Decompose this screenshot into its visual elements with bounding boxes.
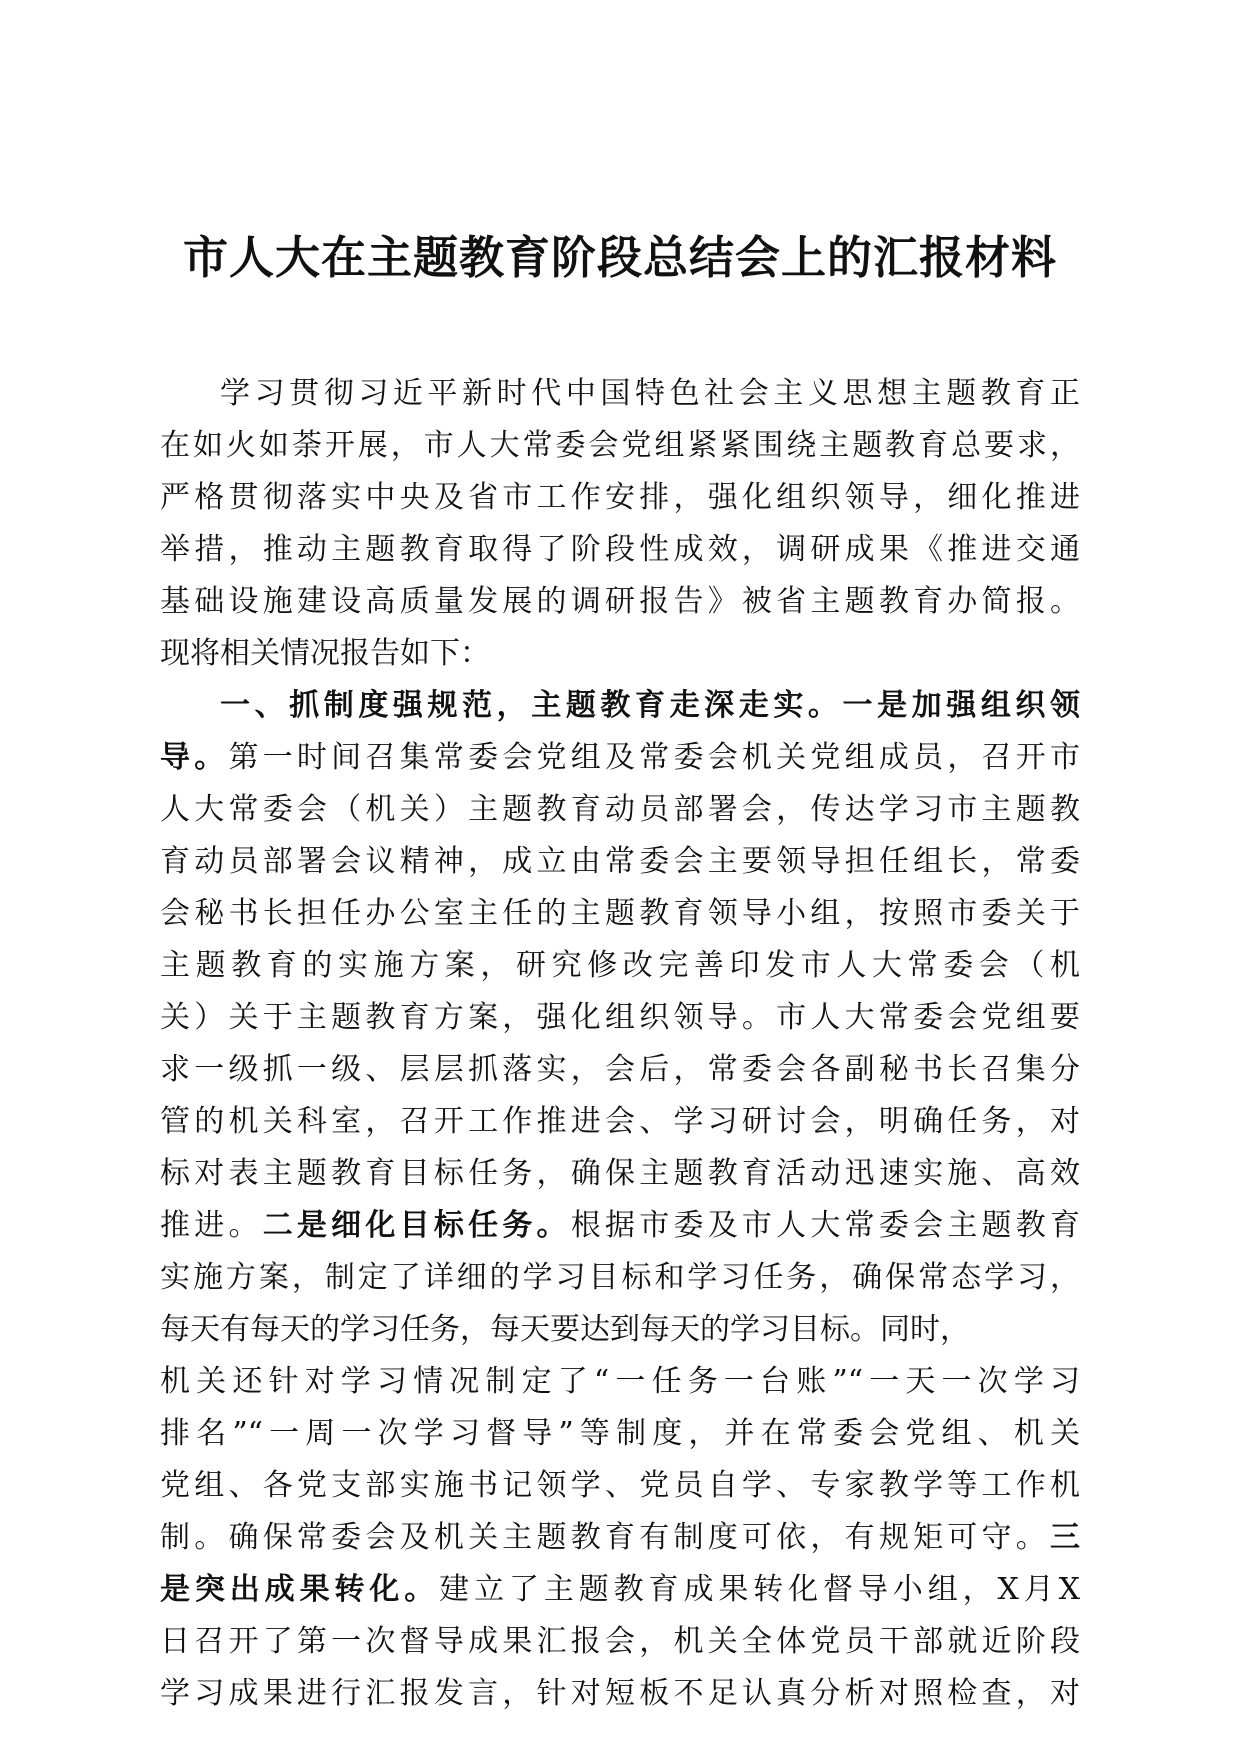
bold-run: 导。 bbox=[160, 740, 229, 775]
body-line: 人大常委会（机关）主题教育动员部署会，传达学习市主题教 bbox=[160, 792, 1080, 827]
body-line: 实施方案，制定了详细的学习目标和学习任务，确保常态学习， bbox=[160, 1260, 1080, 1295]
body-line: 现将相关情况报告如下： bbox=[160, 636, 490, 671]
document-body bbox=[160, 368, 1080, 1720]
body-line: 会秘书长担任办公室主任的主题教育领导小组，按照市委关于 bbox=[160, 896, 1080, 931]
body-line: 主题教育的实施方案，研究修改完善印发市人大常委会（机 bbox=[160, 948, 1080, 983]
body-line: 日召开了第一次督导成果汇报会，机关全体党员干部就近阶段 bbox=[160, 1624, 1080, 1659]
section-heading-line: 一、抓制度强规范，主题教育走深走实。一是加强组织领 bbox=[220, 688, 1080, 723]
body-line: 标对表主题教育目标任务，确保主题教育活动迅速实施、高效 bbox=[160, 1156, 1080, 1191]
body-line: 育动员部署会议精神，成立由常委会主要领导担任组长，常委 bbox=[160, 844, 1080, 879]
body-line: 管的机关科室，召开工作推进会、学习研讨会，明确任务，对 bbox=[160, 1104, 1080, 1139]
body-line: 每天有每天的学习任务，每天要达到每天的学习目标。同时， bbox=[160, 1312, 970, 1347]
body-line: 举措，推动主题教育取得了阶段性成效，调研成果《推进交通 bbox=[160, 532, 1080, 567]
body-line: 基础设施建设高质量发展的调研报告》被省主题教育办简报。 bbox=[160, 584, 1080, 619]
body-line: 学习贯彻习近平新时代中国特色社会主义思想主题教育正 bbox=[220, 376, 1080, 411]
text-run: 根据市委及市人大常委会主题教育 bbox=[570, 1208, 1080, 1243]
body-line: 严格贯彻落实中央及省市工作安排，强化组织领导，细化推进 bbox=[160, 480, 1080, 515]
bold-run: 是突出成果转化。 bbox=[160, 1572, 440, 1607]
body-line: 学习成果进行汇报发言，针对短板不足认真分析对照检查，对 bbox=[160, 1676, 1080, 1711]
body-line: 党组、各党支部实施书记领学、党员自学、专家教学等工作机 bbox=[160, 1468, 1080, 1503]
bold-run: 二是细化目标任务。 bbox=[262, 1208, 571, 1243]
document-title: 市人大在主题教育阶段总结会上的汇报材料 bbox=[182, 231, 1057, 284]
body-line bbox=[160, 732, 1080, 784]
text-run: 建立了主题教育成果转化督导小组，X月X bbox=[439, 1572, 1080, 1607]
body-line bbox=[160, 1200, 1080, 1252]
bold-run: 三 bbox=[1050, 1520, 1080, 1555]
body-line: 排名”“一周一次学习督导”等制度，并在常委会党组、机关 bbox=[160, 1416, 1080, 1451]
body-line bbox=[160, 1512, 1080, 1564]
body-line: 关）关于主题教育方案，强化组织领导。市人大常委会党组要 bbox=[160, 1000, 1080, 1035]
body-line: 机关还针对学习情况制定了“一任务一台账”“一天一次学习 bbox=[160, 1364, 1080, 1399]
text-run: 制。确保常委会及机关主题教育有制度可依，有规矩可守。 bbox=[160, 1520, 1050, 1555]
body-line: 求一级抓一级、层层抓落实，会后，常委会各副秘书长召集分 bbox=[160, 1052, 1080, 1087]
text-run: 推进。 bbox=[160, 1208, 263, 1243]
text-run: 第一时间召集常委会党组及常委会机关党组成员，召开市 bbox=[228, 740, 1080, 775]
body-line: 在如火如荼开展，市人大常委会党组紧紧围绕主题教育总要求， bbox=[160, 428, 1080, 463]
body-line bbox=[160, 1564, 1080, 1616]
